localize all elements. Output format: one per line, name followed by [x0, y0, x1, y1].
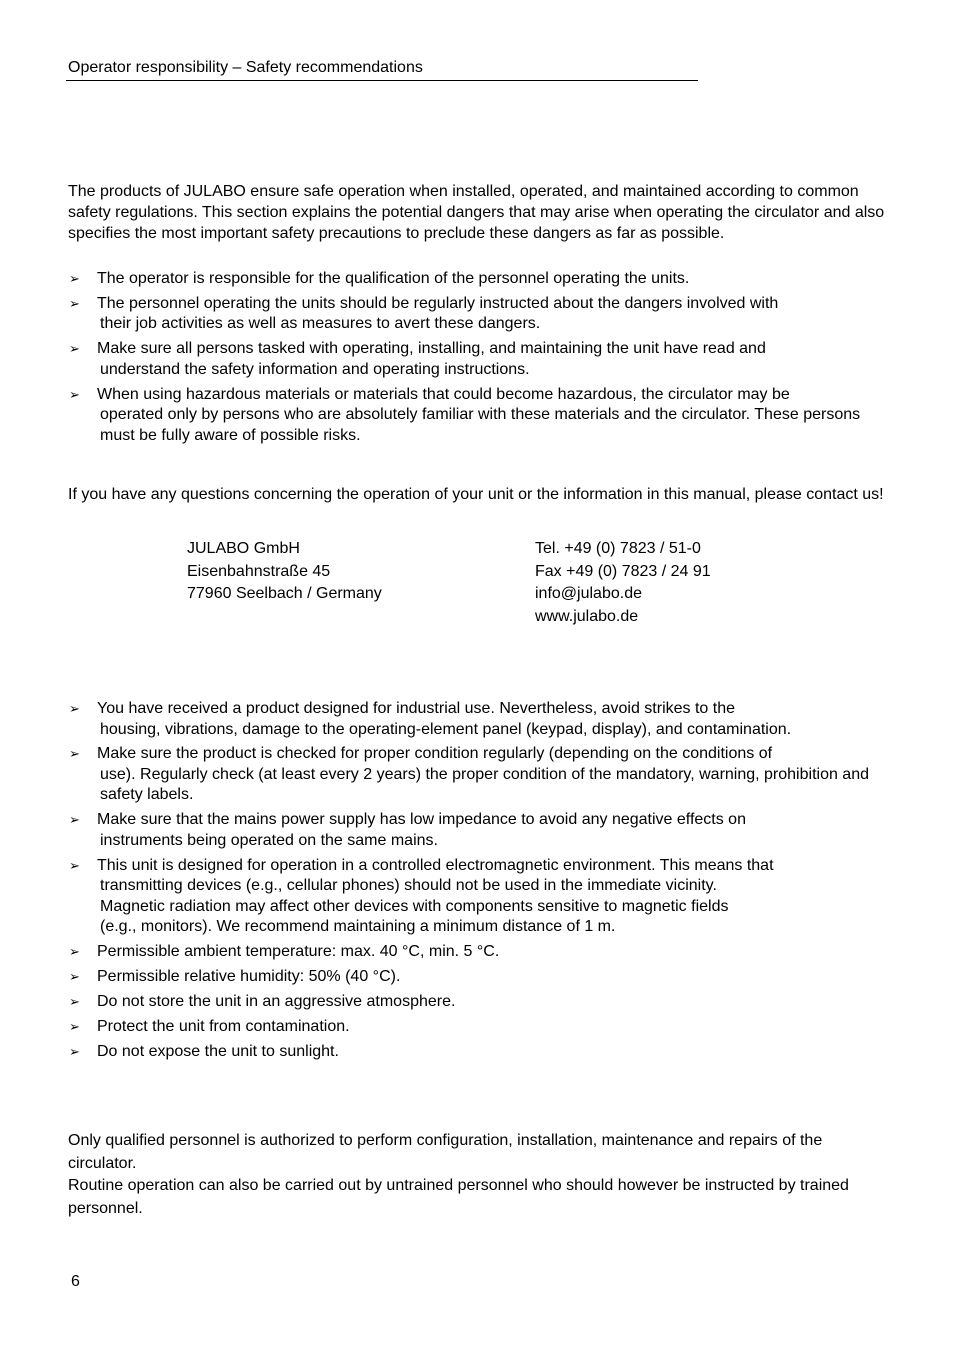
list-item: ➢ Permissible ambient temperature: max. 40 °C, min. 5 °C.: [68, 942, 888, 963]
arrow-bullet-icon: ➢: [69, 341, 80, 357]
arrow-bullet-icon: ➢: [69, 812, 80, 828]
arrow-bullet-icon: ➢: [69, 1043, 80, 1059]
company-name: JULABO GmbH: [187, 540, 300, 557]
list-item: ➢ Do not expose the unit to sunlight.: [68, 1042, 888, 1063]
street-address: Eisenbahnstraße 45: [187, 562, 331, 580]
contact-intro: If you have any questions concerning the operation of your unit or the information in this manual, please contact us!: [68, 486, 884, 503]
list-item: ➢ Permissible relative humidity: 50% (40 °C).: [68, 967, 888, 988]
list-item: ➢ When using hazardous materials or materials that could become hazardous, the circulator may be operated only by persons who are absolutely familiar with these materials and the circulator. These persons must be fully aware of possible risks.: [69, 385, 861, 444]
list-item: ➢ Protect the unit from contamination.: [68, 1017, 888, 1038]
website-link[interactable]: www.julabo.de: [535, 607, 639, 625]
intro-paragraph: The products of JULABO ensure safe operation when installed, operated, and maintained according to common safety regulations. This section explains the potential dangers that may arise when operating the circulator and also specifies the most important safety precautions to preclude these dangers as far as possible.: [68, 183, 885, 242]
arrow-bullet-icon: ➢: [69, 1018, 80, 1034]
personnel-paragraph-1: Only qualified personnel is authorized to perform configuration, installation, maintenance and repairs of the circulator.: [68, 1132, 823, 1172]
arrow-bullet-icon: ➢: [69, 857, 80, 873]
intro-bullet-list: [68, 269, 888, 451]
usage-bullet-list: [68, 699, 888, 1067]
page-number: 6: [71, 1273, 80, 1290]
city-address: 77960 Seelbach / Germany: [187, 585, 382, 602]
postal-address: [187, 538, 382, 606]
header-rule: [66, 80, 698, 81]
page-header-title: Operator responsibility – Safety recommendations: [68, 59, 423, 76]
arrow-bullet-icon: ➢: [69, 271, 80, 286]
list-item: ➢ The personnel operating the units should be regularly instructed about the dangers involved with their job activities as well as measures to avert these dangers.: [69, 294, 779, 333]
list-item: ➢ Do not store the unit in an aggressive atmosphere.: [68, 992, 888, 1013]
arrow-bullet-icon: ➢: [69, 295, 80, 311]
list-item: ➢ The operator is responsible for the qualification of the personnel operating the units.: [68, 269, 888, 290]
arrow-bullet-icon: ➢: [69, 746, 80, 762]
personnel-paragraph-2: Routine operation can also be carried out by untrained personnel who should however be instructed by trained personnel.: [68, 1177, 849, 1217]
arrow-bullet-icon: ➢: [69, 386, 80, 402]
arrow-bullet-icon: ➢: [69, 993, 80, 1009]
arrow-bullet-icon: ➢: [69, 968, 80, 984]
arrow-bullet-icon: ➢: [69, 944, 80, 960]
list-item: ➢ This unit is designed for operation in a controlled electromagnetic environment. This means that transmitting devices (e.g., cellular phones) should not be used in the immediate vicinity. Magnetic radiation may affect other devices with components sensitive to magnetic fields (e.g., monitors). We recommend maintaining a minimum distance of 1 m.: [69, 856, 774, 936]
arrow-bullet-icon: ➢: [69, 701, 80, 716]
email-link[interactable]: info@julabo.de: [535, 585, 642, 602]
telephone: Tel. +49 (0) 7823 / 51-0: [535, 540, 701, 557]
list-item: ➢ Make sure the product is checked for proper condition regularly (depending on the conditions of use). Regularly check (at least every 2 years) the proper condition of the mandatory, warning, prohibition and safety labels.: [69, 745, 869, 804]
fax: Fax +49 (0) 7823 / 24 91: [535, 562, 711, 580]
contact-details: [535, 538, 711, 628]
list-item: ➢ Make sure all persons tasked with operating, installing, and maintaining the unit have read and understand the safety information and operating instructions.: [69, 340, 766, 378]
list-item: ➢ Make sure that the mains power supply has low impedance to avoid any negative effects on instruments being operated on the same mains.: [69, 811, 746, 849]
list-item: ➢ You have received a product designed for industrial use. Nevertheless, avoid strikes to the housing, vibrations, damage to the operating-element panel (keypad, display), and contamination.: [69, 700, 792, 738]
